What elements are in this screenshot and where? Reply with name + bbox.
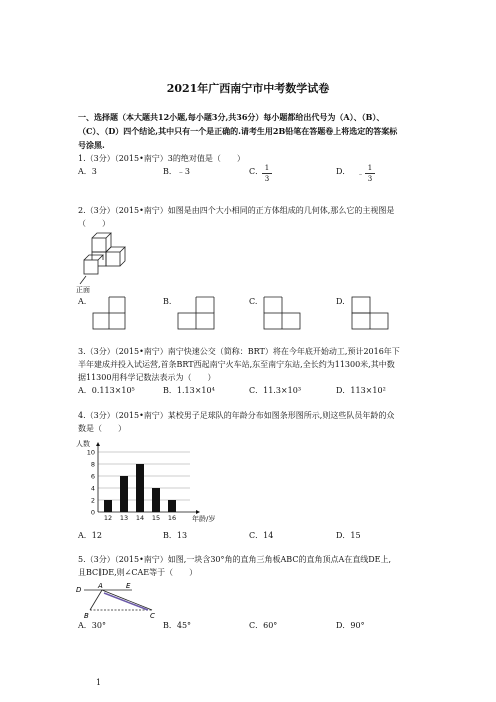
label-e: E xyxy=(126,582,131,590)
q5-triangle-figure xyxy=(74,580,174,622)
bar-16 xyxy=(168,500,176,512)
label-a: A xyxy=(98,582,103,590)
page-title: 2021年广西南宁市中考数学试卷 xyxy=(166,82,330,95)
q2-view-b xyxy=(178,297,218,331)
y-tick-label: 10 xyxy=(86,448,95,457)
x-tick-label: 12 xyxy=(103,514,113,522)
q1-option-b: B．﹣3 xyxy=(163,167,190,176)
q4-option-c: C．14 xyxy=(249,531,274,540)
q5-option-b: B．45° xyxy=(163,621,192,630)
q3-option-b: B．1.13×10⁴ xyxy=(163,386,215,395)
x-tick-label: 13 xyxy=(119,514,129,522)
q2-view-d xyxy=(352,297,392,331)
q3-line2: 半年建成并投入试运营,首条BRT西起南宁火车站,东至南宁东站,全长约为11300米,其中数 xyxy=(78,360,395,369)
fraction-denominator: 3 xyxy=(264,175,270,183)
q3-line3: 据11300用科学记数法表示为（ ） xyxy=(78,373,216,382)
x-tick-label: 14 xyxy=(135,514,145,522)
bar-12 xyxy=(104,500,112,512)
y-axis-label: 人数 xyxy=(76,440,90,448)
fraction-numerator: 1 xyxy=(264,164,270,172)
q2-option-a: A. xyxy=(78,297,87,306)
q2-option-c: C. xyxy=(249,297,258,306)
bar-13 xyxy=(120,476,128,512)
q2-option-d: D. xyxy=(336,297,345,306)
y-tick-label: 4 xyxy=(90,484,95,493)
label-d: D xyxy=(76,586,82,594)
bar-14 xyxy=(136,464,144,512)
label-c: C xyxy=(150,612,155,620)
x-tick-label: 16 xyxy=(167,514,177,522)
q1-stem: 1.（3分）（2015•南宁）3的绝对值是（ ） xyxy=(78,154,245,163)
q1-neg-sign: ﹣ xyxy=(357,170,364,178)
section-instructions-line3: 号涂黑. xyxy=(78,140,105,150)
cube-top-front xyxy=(92,238,106,252)
label-b: B xyxy=(84,612,89,620)
q5-line1: 5.（3分）（2015•南宁）如图,一块含30°角的直角三角板ABC的直角顶点A在直线DE上, xyxy=(78,555,392,564)
q4-bar-chart xyxy=(74,440,224,525)
q4-line1: 4.（3分）（2015•南宁）某校男子足球队的年龄分布如图条形图所示,则这些队员年龄的众 xyxy=(78,411,395,420)
q3-option-a: A．0.113×10⁵ xyxy=(78,386,135,395)
q4-option-b: B．13 xyxy=(163,531,188,540)
q2-view-c xyxy=(264,297,304,331)
x-tick-label: 15 xyxy=(151,514,161,522)
x-axis-label: 年龄/岁 xyxy=(192,515,216,523)
q1-fraction-d xyxy=(365,164,375,183)
fraction-bar xyxy=(262,173,272,174)
q1-option-a: A．3 xyxy=(78,167,97,176)
cube-front xyxy=(84,260,98,274)
y-tick-label: 2 xyxy=(90,496,95,505)
q2-front-label: 正面 xyxy=(76,286,90,294)
x-axis-arrow xyxy=(196,510,200,514)
q5-option-a: A．30° xyxy=(78,621,106,630)
segment-ab xyxy=(90,590,102,610)
q2-view-a xyxy=(93,297,133,331)
y-tick-label: 8 xyxy=(90,460,95,469)
q1-option-c: C． xyxy=(249,167,264,176)
cube-right-upper xyxy=(106,247,125,252)
y-tick-label: 6 xyxy=(90,472,95,481)
section-instructions-line2: （C）、（D）四个结论,其中只有一个是正确的.请考生用2B铅笔在答题卷上将选定的答案标 xyxy=(78,126,398,136)
q4-line2: 数是（ ） xyxy=(78,424,126,433)
q2-stem-line1: 2.（3分）（2015•南宁）如图是由四个大小相同的正方体组成的几何体,那么它的主视图是 xyxy=(78,206,395,215)
q1-option-d: D． xyxy=(336,167,351,176)
q1-fraction-c xyxy=(262,164,272,183)
q2-stem-line2: （ ） xyxy=(78,219,110,228)
front-arrow xyxy=(80,276,86,284)
q2-cube-figure xyxy=(80,228,140,288)
page-number: 1 xyxy=(96,678,102,687)
fraction-denominator: 3 xyxy=(367,175,373,183)
section-instructions-line1: 一、选择题（本大题共12小题,每小题3分,共36分）每小题都给出代号为（A）、（B）、 xyxy=(78,112,385,122)
fraction-numerator: 1 xyxy=(367,164,373,172)
y-axis-arrow xyxy=(96,442,100,446)
q3-option-c: C．11.3×10³ xyxy=(249,386,302,395)
cube-front-upper xyxy=(84,255,103,260)
q4-option-d: D．15 xyxy=(336,531,361,540)
q3-line1: 3.（3分）（2015•南宁）南宁快速公交（简称：BRT）将在今年底开始动工,预计2016年下 xyxy=(78,347,400,356)
q5-line2: 且BC∥DE,则∠CAE等于（ ） xyxy=(78,568,198,577)
q2-option-b: B. xyxy=(163,297,172,306)
cube-top-upper xyxy=(92,233,111,238)
bar-15 xyxy=(152,488,160,512)
q3-option-d: D．113×10² xyxy=(336,386,386,395)
fraction-bar xyxy=(365,173,375,174)
q5-option-c: C．60° xyxy=(249,621,278,630)
segment-ac xyxy=(102,590,152,610)
q4-option-a: A．12 xyxy=(78,531,102,540)
y-tick-label: 0 xyxy=(90,508,95,517)
cube-bottom-right xyxy=(106,252,120,266)
triangle-edge-shade xyxy=(104,593,148,610)
q5-option-d: D．90° xyxy=(336,621,365,630)
